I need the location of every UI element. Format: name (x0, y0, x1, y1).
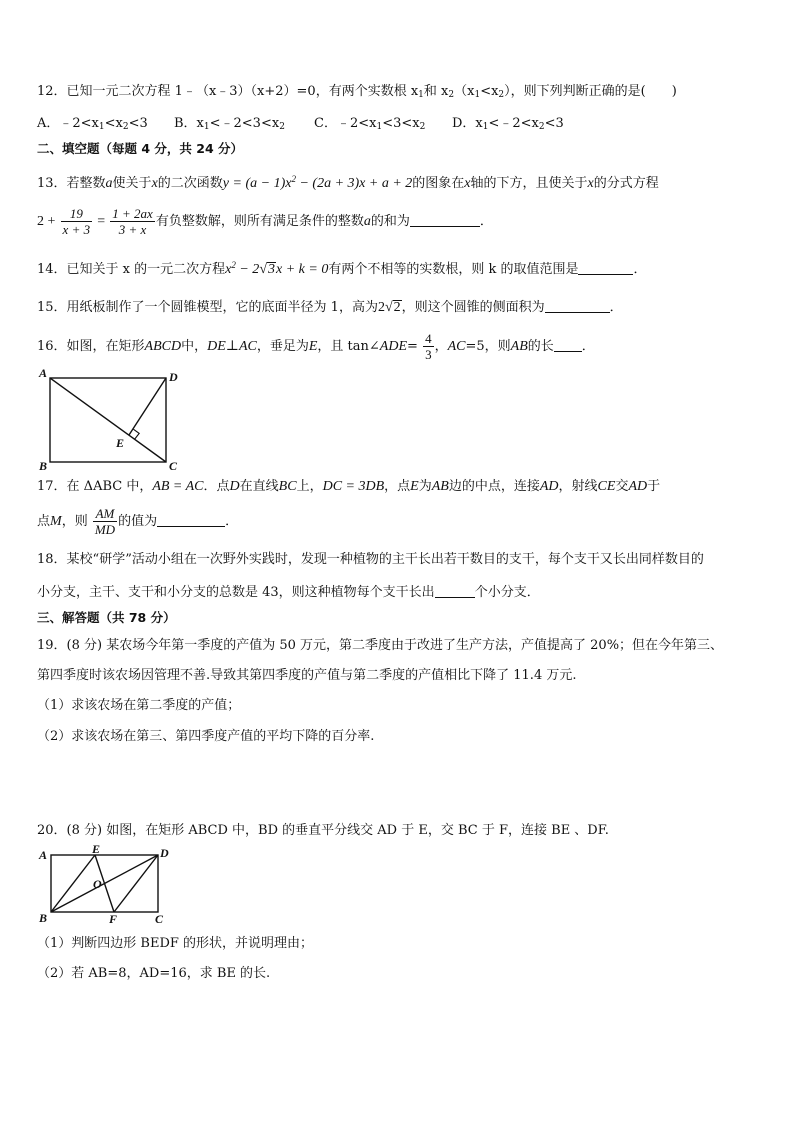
question-12: 12．已知一元二次方程 1﹣（x﹣3）（x+2）=0，有两个实数根 $x_1$和 $x_2(x_1<x_2)$，则下列判断正确的是( ) (37, 84, 677, 100)
option-c[interactable]: C．$﹣2<x_1<3<x_2$ (314, 116, 426, 132)
label-E: E (116, 436, 125, 450)
answer-blank-16[interactable] (554, 337, 582, 352)
right-angle-mark (134, 429, 140, 439)
question-14: 14．已知关于 x 的一元二次方程$x^2 - 2√3x + k = 0$有两个不相等的实数根，则 k 的取值范围是 ． (37, 260, 647, 277)
segment-de (129, 378, 166, 435)
rectangle-figure-16 (34, 364, 184, 474)
answer-blank-18[interactable] (435, 583, 475, 598)
fraction-1-plus-2ax: $\frac{1 + 2ax}{3 + x}$ (112, 206, 153, 237)
equation-14: $x^2 - 2√3x + k = 0$ (225, 260, 329, 277)
answer-blank-17[interactable] (157, 512, 225, 527)
question-20-line-1: 20．(8 分) 如图，在矩形 ABCD 中，BD 的垂直平分线交 AD 于 E，交 BC 于 F，连接 BE 、DF. (37, 823, 609, 838)
option-a[interactable]: A．$﹣2<x_1<x_2<3$ (37, 116, 148, 132)
question-18-line-1: 18．某校“研学”活动小组在一次野外实践时，发现一种植物的主干长出若干数目的支干，每个支干又长出同样数目的 (37, 552, 704, 567)
question-19-part-2: （2）求该农场在第三、第四季度产值的平均下降的百分率. (37, 729, 375, 744)
question-19-part-1: （1）求该农场在第二季度的产值； (37, 698, 241, 713)
height-value: 2√2 (377, 300, 401, 315)
label-D-20: D (160, 846, 169, 860)
question-19-line-1: 19．(8 分) 某农场今年第一季度的产值为 50 万元，第二季度由于改进了生产方法，产值提高了 20%；但在今年第三、 (37, 638, 724, 653)
label-A-20: A (39, 848, 48, 862)
question-15: 15．用纸板制作了一个圆锥模型，它的底面半径为 1，高为2√2，则这个圆锥的侧面积为 ． (37, 300, 623, 315)
label-E-20: E (92, 844, 101, 856)
fraction-am-over-md: $\frac{AM}{MD}$ (94, 506, 116, 537)
answer-blank-13[interactable] (410, 212, 480, 227)
option-d[interactable]: D．$x_1<﹣2<x_2<3$ (452, 116, 564, 132)
question-18-line-2: 小分支，主干、支干和小分支的总数是 43，则这种植物每个支干长出 个小分支． (37, 585, 540, 600)
diagonal-ac (50, 378, 166, 462)
question-16: 16．如图，在矩形ABCD中，DE⊥AC，垂足为E，且 tan∠ADE= $\frac{4}{3}$ ，AC=5，则AB的长 ． (37, 331, 595, 362)
label-B: B (39, 459, 48, 473)
question-17-line-1: 17．在 ΔABC 中，AB = AC．点D在直线BC上，DC = 3DB，点E为AB边的中点，连接AD，射线CE交AD于 (37, 479, 661, 494)
label-C: C (169, 459, 178, 473)
question-13-line-1: 13．若整数a使关于x的二次函数$y = (a - 1)x^2 - (2a + 3)x + a + 2$的图象在x轴的下方，且使关于x的分式方程 (37, 174, 659, 191)
fraction-19-over-x-plus-3: $\frac{19}{x + 3}$ (62, 206, 91, 237)
option-b[interactable]: B．$x_1<﹣2<3<x_2$ (174, 116, 285, 132)
segment-df (114, 855, 158, 912)
question-17-line-2: 点M，则 $\frac{AM}{MD}$ 的值为 ． (37, 506, 239, 537)
label-A: A (39, 366, 48, 380)
rectangle-figure-20 (34, 844, 174, 928)
label-D: D (169, 370, 178, 384)
quadratic-function: $y = (a - 1)x^2 - (2a + 3)x + a + 2$ (222, 174, 413, 191)
label-B-20: B (39, 911, 48, 925)
segment-be (51, 855, 95, 912)
answer-blank-15[interactable] (545, 298, 610, 313)
section-2-title: 二、填空题（每题 4 分，共 24 分） (37, 141, 244, 156)
question-12-options (37, 115, 757, 133)
section-3-title: 三、解答题（共 78 分） (37, 610, 176, 625)
label-O-20: O (93, 877, 102, 891)
label-C-20: C (155, 912, 164, 926)
fraction-4-over-3: $\frac{4}{3}$ (425, 331, 432, 362)
question-20-part-1: （1）判断四边形 BEDF 的形状，并说明理由； (37, 936, 314, 951)
question-13-line-2: 2 + $\frac{19}{x + 3}$ = $\frac{1 + 2ax}{3 + x}$ 有负整数解，则所有满足条件的整数a的和为 ． (37, 206, 493, 237)
question-20-part-2: （2）若 AB=8，AD=16，求 BE 的长. (37, 966, 271, 981)
answer-blank-14[interactable] (578, 260, 633, 275)
label-F-20: F (109, 912, 118, 926)
question-19-line-2: 第四季度时该农场因管理不善.导致其第四季度的产值与第二季度的产值相比下降了 11.4 万元. (37, 668, 577, 683)
